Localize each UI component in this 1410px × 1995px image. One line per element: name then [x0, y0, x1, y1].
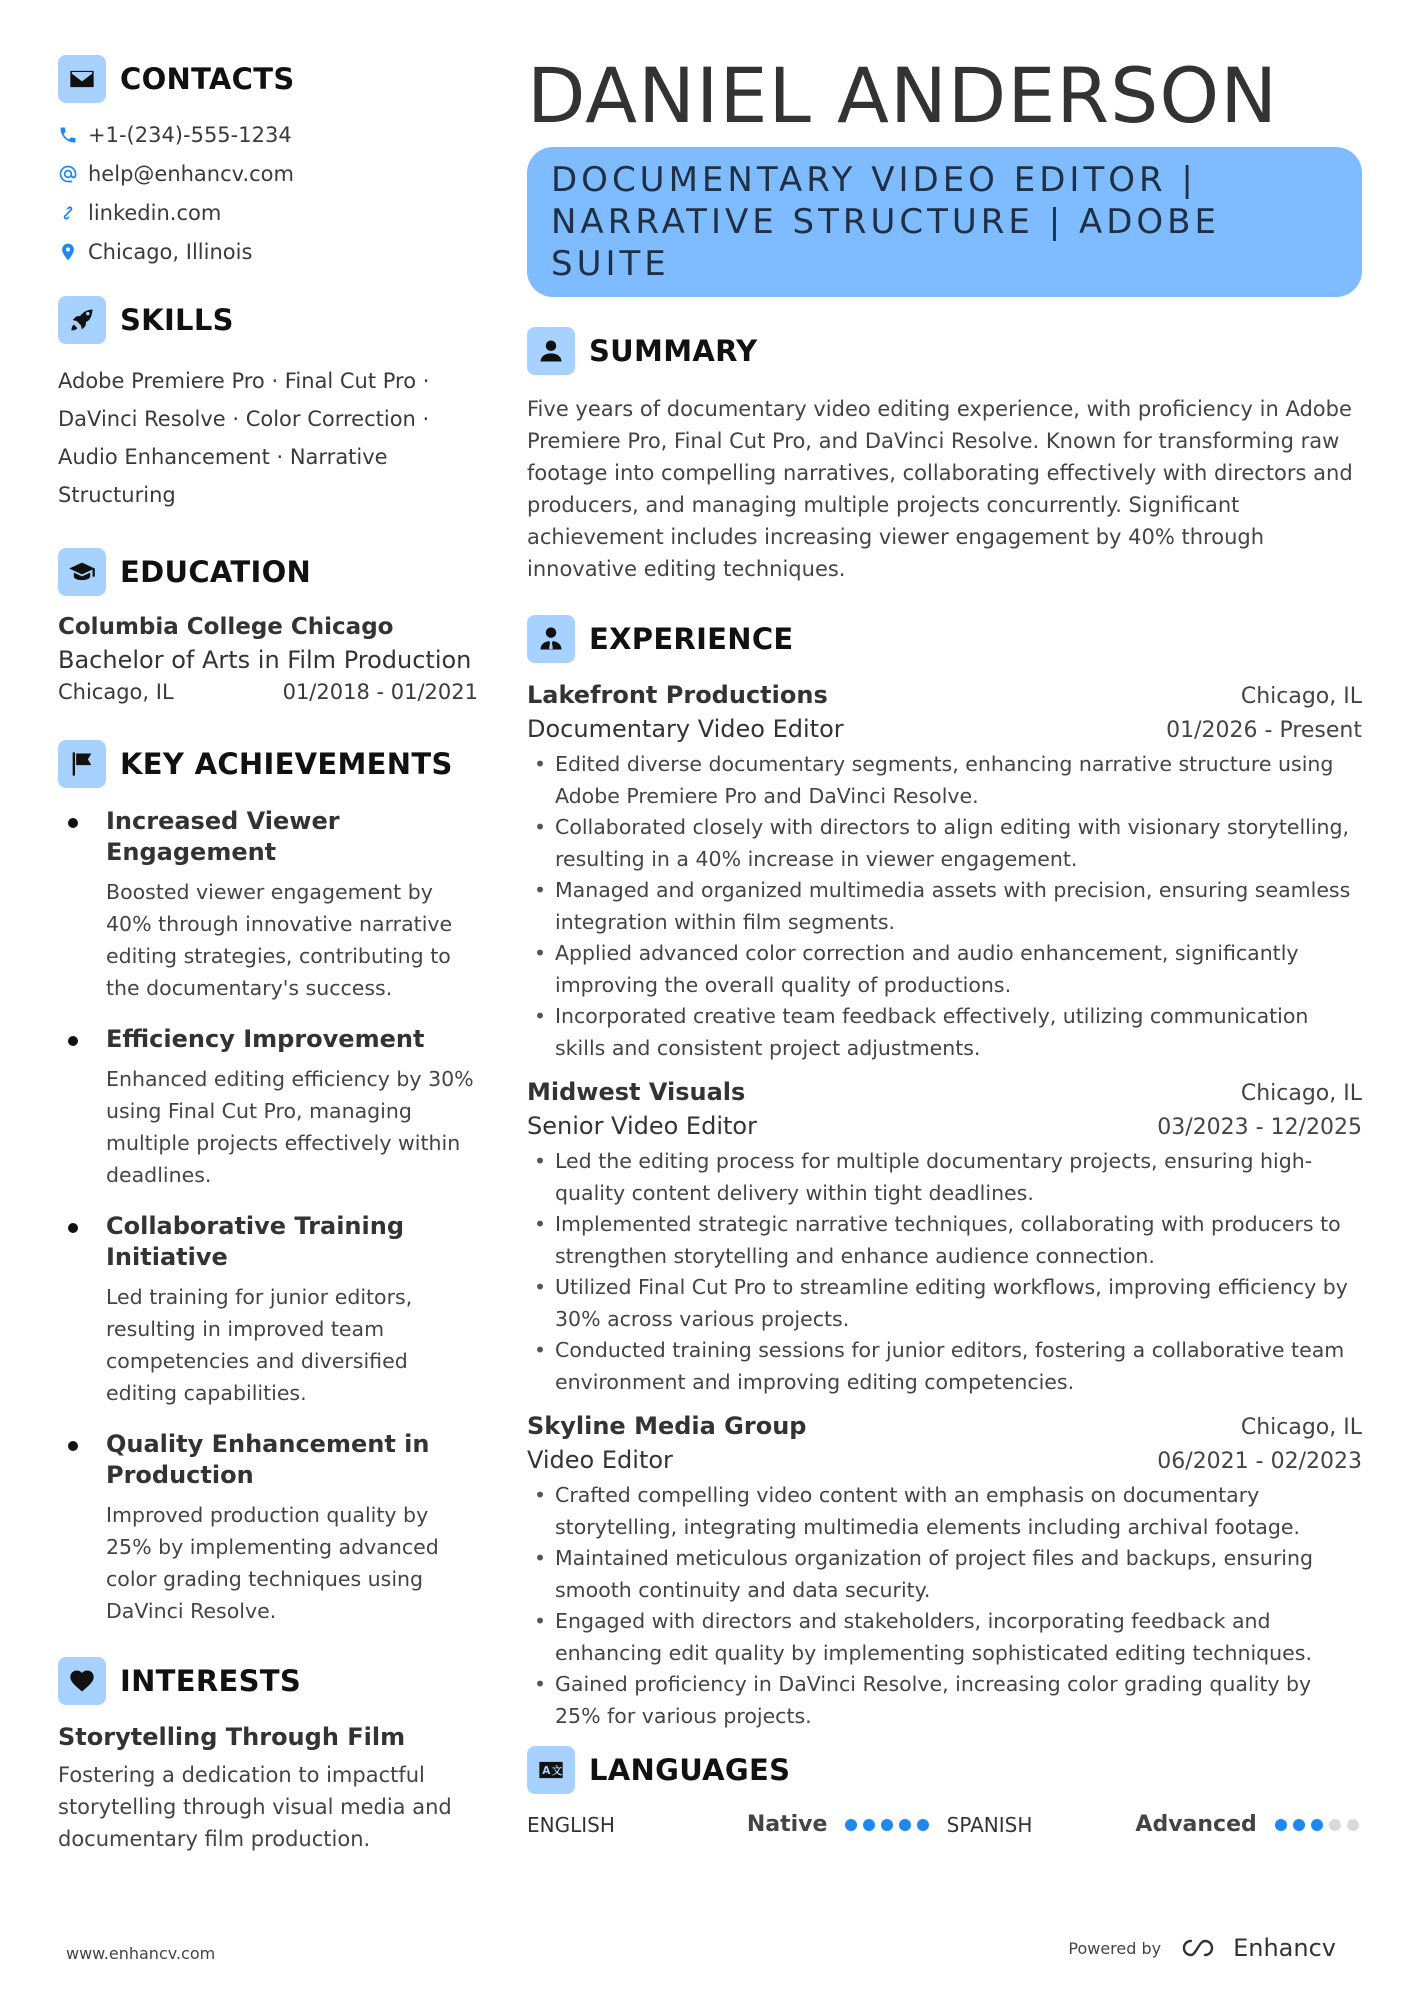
achievement-item [58, 1024, 478, 1191]
achievements-header [58, 740, 478, 788]
contacts-header [58, 55, 478, 103]
rocket-icon [58, 296, 106, 344]
summary-text: Five years of documentary video editing experience, with proficiency in Adobe Premiere Pro, Final Cut Pro, and DaVinci Resolve. Known for transforming raw footage into compelling narratives, collaborating effectively with directors and producers, and managing multiple projects concurrently. Significant achievement includes increasing viewer engagement by 40% through innovative editing techniques. [527, 397, 1353, 581]
job-role: Senior Video Editor [527, 1112, 757, 1140]
title-banner [527, 147, 1362, 297]
job-header [527, 681, 1362, 709]
interests-section [58, 1657, 478, 1855]
achievement-title: Quality Enhancement in Production [106, 1430, 430, 1489]
achievements-section [58, 740, 478, 1627]
language-name: SPANISH [946, 1812, 1033, 1837]
rating-dot-empty [1329, 1819, 1341, 1831]
education-header [58, 548, 478, 596]
graduation-cap-icon [58, 548, 106, 596]
achievements-title: KEY ACHIEVEMENTS [120, 747, 453, 781]
languages-row [527, 1812, 1362, 1837]
bullet-icon [68, 1036, 78, 1046]
job-header [527, 1412, 1362, 1440]
job-bullet: • Implemented strategic narrative techniques, collaborating with producers to strengthen storytelling and enhance audience connection. [555, 1209, 1362, 1272]
flag-icon [58, 740, 106, 788]
right-column [527, 51, 1362, 1837]
phone-icon [58, 125, 78, 145]
job-bullet: • Utilized Final Cut Pro to streamline editing workflows, improving efficiency by 30% across various projects. [555, 1272, 1362, 1335]
phone-text: +1-(234)-555-1234 [88, 123, 292, 147]
job-dates: 03/2023 - 12/2025 [1157, 1115, 1362, 1140]
job-entry [527, 1078, 1362, 1398]
rating-dot-filled [917, 1819, 929, 1831]
rating-dot-filled [881, 1819, 893, 1831]
bullet-icon [68, 1223, 78, 1233]
achievement-desc: Improved production quality by 25% by implementing advanced color grading techniques using DaVinci Resolve. [106, 1503, 439, 1623]
achievement-title: Efficiency Improvement [106, 1025, 425, 1053]
job-bullets [527, 749, 1362, 1064]
company-name: Midwest Visuals [527, 1078, 746, 1106]
experience-section [527, 615, 1362, 1732]
skills-header [58, 296, 478, 344]
job-bullet: • Managed and organized multimedia assets with precision, ensuring seamless integration within film segments. [555, 875, 1362, 938]
brand-name: Enhancv [1233, 1934, 1336, 1962]
map-pin-icon [58, 242, 78, 262]
language-level: Native [746, 1812, 828, 1837]
interest-title: Storytelling Through Film [58, 1723, 406, 1751]
link-icon [58, 203, 78, 223]
job-bullet: • Applied advanced color correction and audio enhancement, significantly improving the overall quality of productions. [555, 938, 1362, 1001]
company-name: Skyline Media Group [527, 1412, 807, 1440]
svg-text:文: 文 [551, 1765, 563, 1778]
job-location: Chicago, IL [1240, 684, 1362, 709]
company-name: Lakefront Productions [527, 681, 828, 709]
achievement-item [58, 1211, 478, 1409]
achievement-item [58, 806, 478, 1004]
job-location: Chicago, IL [1240, 1081, 1362, 1106]
skills-title: SKILLS [120, 303, 234, 337]
job-header [527, 1078, 1362, 1106]
job-location: Chicago, IL [1240, 1415, 1362, 1440]
job-bullet: • Collaborated closely with directors to align editing with visionary storytelling, resulting in a 40% increase in viewer engagement. [555, 812, 1362, 875]
job-dates: 06/2021 - 02/2023 [1157, 1449, 1362, 1474]
user-icon [527, 327, 575, 375]
job-bullet: • Edited diverse documentary segments, enhancing narrative structure using Adobe Premiere Pro and DaVinci Resolve. [555, 749, 1362, 812]
job-bullet: • Maintained meticulous organization of project files and backups, ensuring smooth continuity and data security. [555, 1543, 1362, 1606]
summary-section [527, 327, 1362, 585]
interest-desc: Fostering a dedication to impactful storytelling through visual media and documentary film production. [58, 1763, 452, 1851]
language-level: Advanced [1135, 1812, 1257, 1837]
job-bullet: • Crafted compelling video content with an emphasis on documentary storytelling, integrating multimedia elements including archival footage. [555, 1480, 1362, 1543]
language-rating [845, 1819, 932, 1831]
enhancv-logo-icon [1179, 1936, 1225, 1960]
skills-list: Adobe Premiere Pro · Final Cut Pro · DaVinci Resolve · Color Correction · Audio Enhancement · Narrative Structuring [58, 369, 430, 507]
at-icon [58, 164, 78, 184]
interests-title: INTERESTS [120, 1664, 302, 1698]
rating-dot-filled [845, 1819, 857, 1831]
edu-meta [58, 680, 478, 704]
job-role: Documentary Video Editor [527, 715, 844, 743]
experience-header [527, 615, 1362, 663]
contact-location [58, 238, 478, 266]
job-bullets [527, 1480, 1362, 1732]
language-rating [1275, 1819, 1362, 1831]
brand-logo[interactable] [1179, 1934, 1336, 1962]
rating-dot-filled [1311, 1819, 1323, 1831]
contact-phone[interactable] [58, 121, 478, 149]
bullet-icon [68, 1441, 78, 1451]
achievement-desc: Enhanced editing efficiency by 30% using Final Cut Pro, managing multiple projects effectively within deadlines. [106, 1067, 474, 1187]
job-bullet: • Conducted training sessions for junior editors, fostering a collaborative team environment and improving editing competencies. [555, 1335, 1362, 1398]
job-bullet: • Engaged with directors and stakeholders, incorporating feedback and enhancing edit quality by implementing sophisticated editing techniques. [555, 1606, 1362, 1669]
contact-linkedin[interactable] [58, 199, 478, 227]
interests-header [58, 1657, 478, 1705]
job-subheader [527, 1112, 1362, 1140]
job-bullet: • Incorporated creative team feedback effectively, utilizing communication skills and consistent project adjustments. [555, 1001, 1362, 1064]
contacts-title: CONTACTS [120, 62, 295, 96]
rating-dot-filled [899, 1819, 911, 1831]
job-role: Video Editor [527, 1446, 673, 1474]
bullet-icon [68, 818, 78, 828]
edu-school: Columbia College Chicago [58, 614, 394, 640]
education-section [58, 548, 478, 704]
languages-title: LANGUAGES [589, 1753, 791, 1787]
achievement-title: Increased Viewer Engagement [106, 807, 340, 866]
contact-email[interactable] [58, 160, 478, 188]
edu-degree: Bachelor of Arts in Film Production [58, 646, 472, 674]
heart-icon [58, 1657, 106, 1705]
footer-branding [1068, 1934, 1336, 1962]
location-text: Chicago, Illinois [88, 240, 253, 264]
envelope-icon [58, 55, 106, 103]
footer-website[interactable]: www.enhancv.com [66, 1944, 216, 1963]
job-entry [527, 1412, 1362, 1732]
languages-header [527, 1746, 1362, 1794]
job-bullet: • Gained proficiency in DaVinci Resolve, increasing color grading quality by 25% for various projects. [555, 1669, 1362, 1732]
languages-section [527, 1746, 1362, 1837]
rating-dot-filled [863, 1819, 875, 1831]
job-entry [527, 681, 1362, 1064]
translate-icon [527, 1746, 575, 1794]
achievement-desc: Boosted viewer engagement by 40% through innovative narrative editing strategies, contributing to the documentary's success. [106, 880, 453, 1000]
rating-dot-empty [1347, 1819, 1359, 1831]
experience-title: EXPERIENCE [589, 622, 794, 656]
powered-by-text: Powered by [1068, 1938, 1162, 1958]
left-column [58, 55, 478, 1855]
edu-location: Chicago, IL [58, 680, 174, 704]
education-title: EDUCATION [120, 555, 312, 589]
candidate-name: DANIEL ANDERSON [527, 51, 1279, 140]
linkedin-text: linkedin.com [88, 201, 222, 225]
achievement-item [58, 1429, 478, 1627]
rating-dot-filled [1275, 1819, 1287, 1831]
job-subheader [527, 715, 1362, 743]
achievement-desc: Led training for junior editors, resulting in improved team competencies and diversified editing capabilities. [106, 1285, 413, 1405]
edu-dates: 01/2018 - 01/2021 [282, 680, 478, 704]
rating-dot-filled [1293, 1819, 1305, 1831]
email-text: help@enhancv.com [88, 162, 294, 186]
job-bullets [527, 1146, 1362, 1398]
job-bullet: • Led the editing process for multiple documentary projects, ensuring high-quality content delivery within tight deadlines. [555, 1146, 1362, 1209]
svg-text:A: A [542, 1765, 551, 1778]
job-dates: 01/2026 - Present [1166, 718, 1362, 743]
job-subheader [527, 1446, 1362, 1474]
language-name: ENGLISH [527, 1812, 615, 1837]
user-tie-icon [527, 615, 575, 663]
job-title: DOCUMENTARY VIDEO EDITOR | NARRATIVE STRUCTURE | ADOBE SUITE [551, 160, 1220, 284]
summary-header [527, 327, 1362, 375]
summary-title: SUMMARY [589, 334, 758, 368]
achievement-title: Collaborative Training Initiative [106, 1212, 404, 1271]
skills-section [58, 296, 478, 514]
contacts-section [58, 55, 478, 266]
